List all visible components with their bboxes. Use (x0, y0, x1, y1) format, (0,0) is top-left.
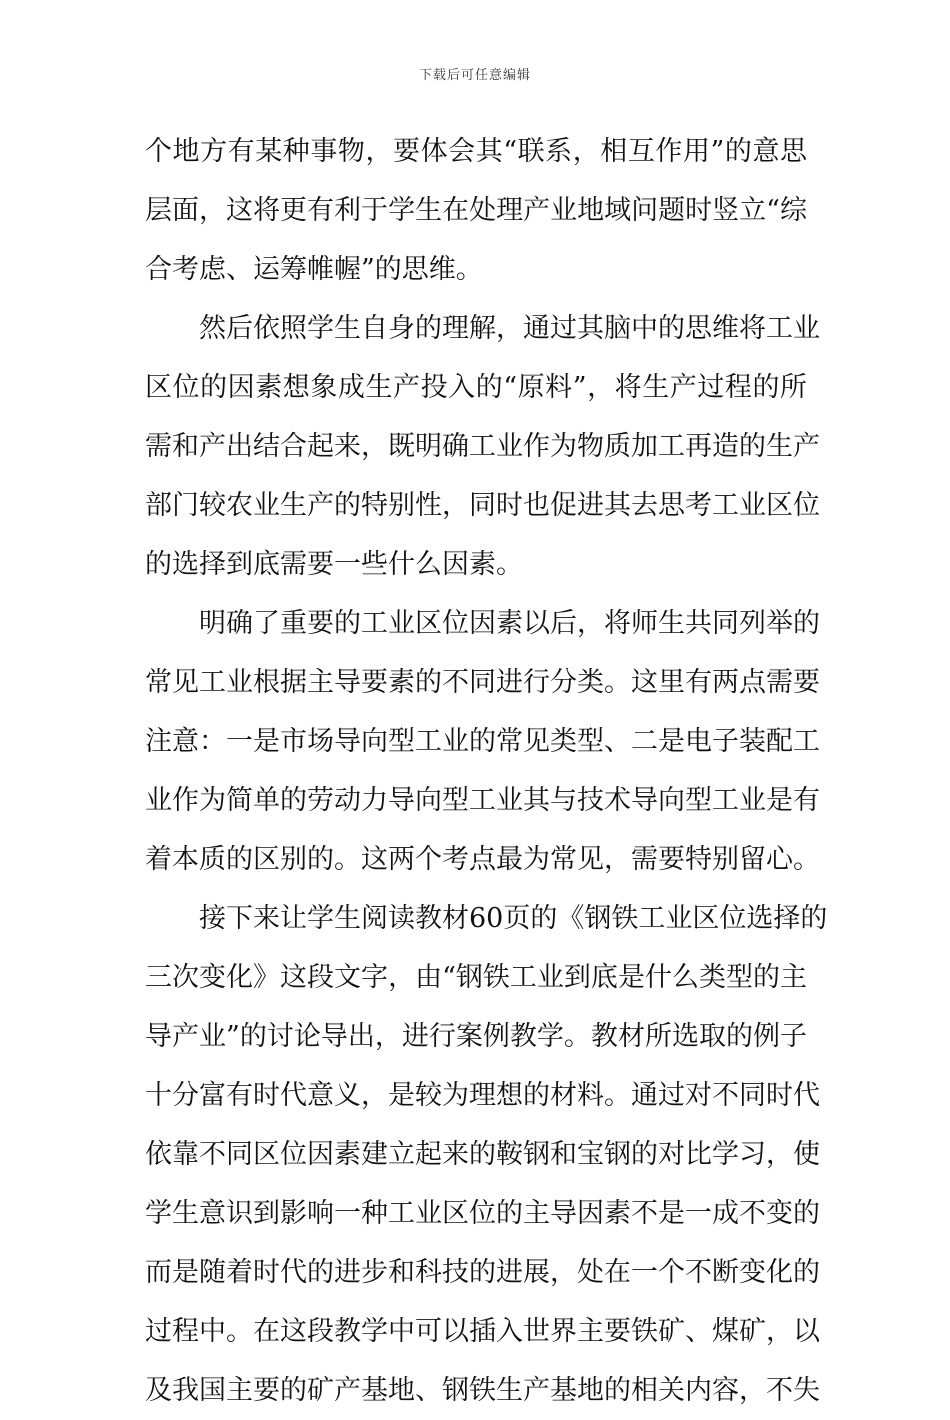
text-line: 十分富有时代意义，是较为理想的材料。通过对不同时代 (145, 1080, 820, 1111)
paragraph (145, 299, 820, 594)
text-line: 层面，这将更有利于学生在处理产业地域问题时竖立“综 (145, 195, 807, 226)
paragraph (145, 122, 807, 299)
text-line: 业作为简单的劳动力导向型工业其与技术导向型工业是有 (145, 785, 820, 816)
text-line: 明确了重要的工业区位因素以后，将师生共同列举的 (199, 608, 820, 639)
text-line: 接下来让学生阅读教材60页的《钢铁工业区位选择的 (199, 903, 828, 934)
text-line: 及我国主要的矿产基地、钢铁生产基地的相关内容，不失 (145, 1375, 820, 1406)
text-line: 注意：一是市场导向型工业的常见类型、二是电子装配工 (145, 726, 820, 757)
text-line: 常见工业根据主导要素的不同进行分类。这里有两点需要 (145, 667, 820, 698)
text-line: 的选择到底需要一些什么因素。 (145, 549, 523, 580)
paragraph (145, 594, 820, 889)
text-line: 学生意识到影响一种工业区位的主导因素不是一成不变的 (145, 1198, 820, 1229)
text-line: 个地方有某种事物，要体会其“联系，相互作用”的意思 (145, 136, 807, 167)
text-line: 部门较农业生产的特别性，同时也促进其去思考工业区位 (145, 490, 820, 521)
text-line: 区位的因素想象成生产投入的“原料”，将生产过程的所 (145, 372, 807, 403)
paragraph (145, 889, 828, 1420)
text-line: 然后依照学生自身的理解，通过其脑中的思维将工业 (199, 313, 820, 344)
text-line: 过程中。在这段教学中可以插入世界主要铁矿、煤矿，以 (145, 1316, 820, 1347)
text-line: 导产业”的讨论导出，进行案例教学。教材所选取的例子 (145, 1021, 807, 1052)
page-header: 下载后可任意编辑 (418, 68, 531, 83)
text-line: 三次变化》这段文字，由“钢铁工业到底是什么类型的主 (145, 962, 807, 993)
text-line: 而是随着时代的进步和科技的进展，处在一个不断变化的 (145, 1257, 820, 1288)
text-line: 着本质的区别的。这两个考点最为常见，需要特别留心。 (145, 844, 820, 875)
document-body (145, 122, 828, 1420)
text-line: 依靠不同区位因素建立起来的鞍钢和宝钢的对比学习，使 (145, 1139, 820, 1170)
text-line: 需和产出结合起来，既明确工业作为物质加工再造的生产 (145, 431, 820, 462)
text-line: 合考虑、运筹帷幄”的思维。 (145, 254, 483, 285)
